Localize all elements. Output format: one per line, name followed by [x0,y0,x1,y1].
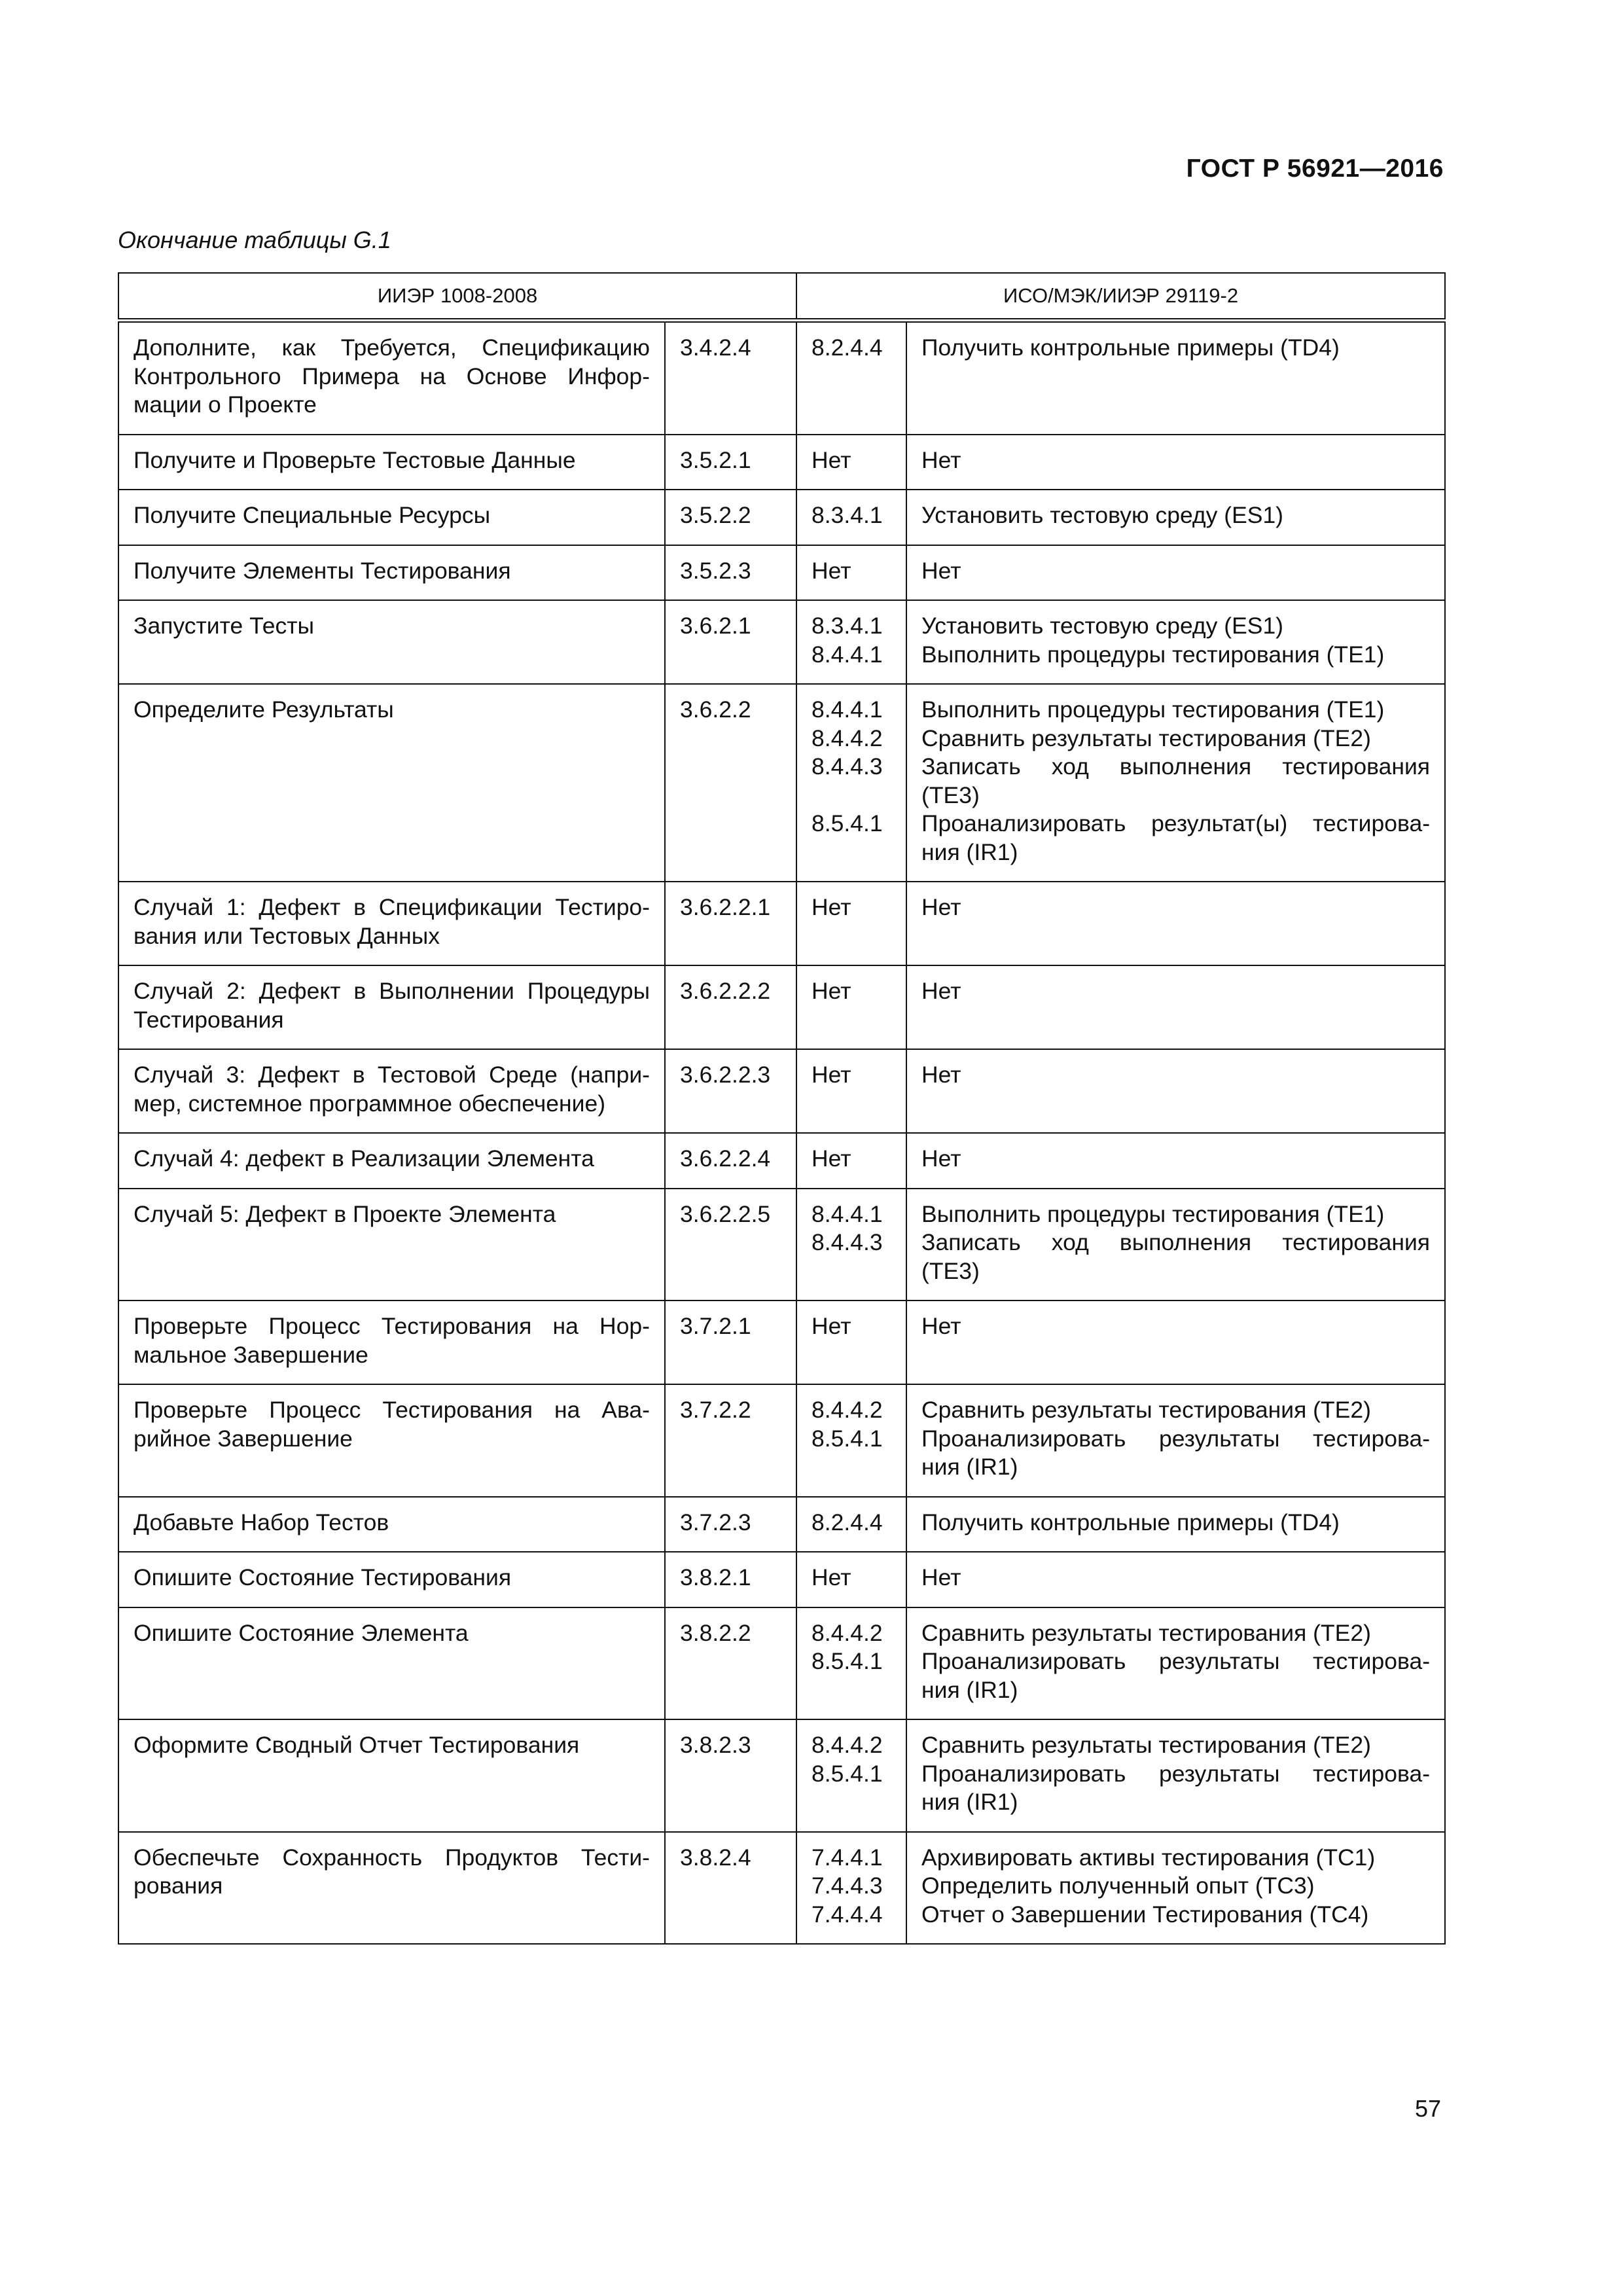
iso-clause-ref [812,781,891,810]
activity-line: ния (IR1) [921,1454,1018,1480]
cell-iso-clause [796,1133,906,1189]
activity-line: Отчет о Завершении Тестирования (TC4) [921,1901,1369,1928]
cell-iso-clause [796,435,906,490]
task-line: Тестирования [134,1006,284,1033]
table-row [118,435,1445,490]
task-line: Оформите Сводный Отчет Тестирования [134,1732,580,1758]
activity-line: ния (IR1) [921,1789,1018,1815]
mapping-table [118,272,1446,1945]
cell-iso-activity [906,1497,1445,1552]
cell-ieee-clause [665,1189,796,1301]
cell-ieee-clause [665,1497,796,1552]
cell-ieee-clause [665,1832,796,1945]
activity-line: Получить контрольные примеры (TD4) [921,1509,1340,1535]
task-line: Обеспечьте Сохранность Продуктов Тести- [134,1844,650,1871]
task-line: Случай 5: Дефект в Проекте Элемента [134,1200,556,1227]
iso-clause-ref: 7.4.4.3 [812,1873,883,1899]
cell-task [118,1049,665,1133]
task-line: Опишите Состояние Тестирования [134,1564,512,1590]
cell-iso-clause [796,1607,906,1720]
iso-clause-ref: 8.4.4.3 [812,1229,883,1255]
task-line: Определите Результаты [134,696,394,723]
cell-iso-clause [796,684,906,882]
cell-iso-clause [796,1719,906,1832]
task-line: Случай 2: Дефект в Выполнении Процедуры [134,978,650,1004]
table-row [118,1552,1445,1607]
iso-clause-ref: 8.5.4.1 [812,1425,883,1452]
iso-clause-ref: 8.4.4.3 [812,753,883,780]
cell-iso-clause [796,965,906,1049]
ieee-clause-ref: 3.7.2.3 [680,1509,751,1535]
cell-iso-clause [796,490,906,545]
task-line: Добавьте Набор Тестов [134,1509,389,1535]
task-line: рийное Завершение [134,1425,353,1452]
task-line: Дополните, как Требуется, Спецификацию [134,334,650,361]
cell-ieee-clause [665,600,796,684]
ieee-clause-ref: 3.7.2.1 [680,1313,751,1339]
activity-line: Записать ход выполнения тестирования [921,753,1431,780]
activity-line: Нет [921,978,961,1004]
ieee-clause-ref: 3.5.2.3 [680,557,751,584]
activity-line: Архивировать активы тестирования (TC1) [921,1844,1376,1871]
activity-line: (TE3) [921,1257,980,1284]
task-line: Получите Элементы Тестирования [134,557,511,584]
cell-task [118,1189,665,1301]
cell-iso-clause [796,1189,906,1301]
cell-iso-activity [906,1719,1445,1832]
ieee-clause-ref: 3.8.2.4 [680,1844,751,1871]
iso-clause-ref: 8.3.4.1 [812,502,883,528]
ieee-clause-ref: 3.6.2.2.3 [680,1062,771,1088]
task-line: Случай 3: Дефект в Тестовой Среде (напри- [134,1062,650,1088]
activity-line: Нет [921,1062,961,1088]
iso-clause-ref [812,838,891,867]
iso-clause-ref: Нет [812,978,851,1004]
cell-iso-activity [906,1832,1445,1945]
cell-iso-activity [906,684,1445,882]
cell-task [118,882,665,965]
iso-clause-ref: 8.4.4.1 [812,696,883,723]
cell-ieee-clause [665,435,796,490]
iso-clause-ref: 8.2.4.4 [812,334,883,361]
cell-task [118,435,665,490]
ieee-clause-ref: 3.6.2.2.1 [680,894,771,920]
iso-clause-ref [812,1788,891,1817]
iso-clause-ref: 7.4.4.4 [812,1901,883,1928]
cell-iso-clause [796,1049,906,1133]
activity-line: Сравнить результаты тестирования (TE2) [921,725,1371,751]
task-line: Проверьте Процесс Тестирования на Ава- [134,1397,650,1423]
cell-iso-clause [796,882,906,965]
cell-task [118,1832,665,1945]
document-code: ГОСТ Р 56921—2016 [1186,154,1444,183]
iso-clause-ref: 8.4.4.2 [812,1619,883,1646]
task-line: вания или Тестовых Данных [134,922,440,949]
cell-iso-activity [906,1133,1445,1189]
iso-clause-ref: Нет [812,894,851,920]
table-row [118,1049,1445,1133]
iso-clause-ref: Нет [812,1145,851,1172]
ieee-clause-ref: 3.6.2.2.5 [680,1200,771,1227]
table-body [118,321,1445,1945]
activity-line: Нет [921,1564,961,1590]
cell-ieee-clause [665,965,796,1049]
iso-clause-ref: Нет [812,446,851,473]
task-line: рования [134,1873,223,1899]
activity-line: ния (IR1) [921,838,1018,865]
table-row [118,1384,1445,1497]
activity-line: Проанализировать результаты тестирова- [921,1648,1431,1674]
table-row [118,490,1445,545]
cell-task [118,1552,665,1607]
iso-clause-ref: Нет [812,1062,851,1088]
iso-clause-ref: 8.2.4.4 [812,1509,883,1535]
cell-task [118,545,665,601]
ieee-clause-ref: 3.6.2.2.2 [680,978,771,1004]
cell-task [118,1607,665,1720]
cell-ieee-clause [665,684,796,882]
cell-iso-activity [906,321,1445,435]
iso-clause-ref: 8.3.4.1 [812,613,883,639]
ieee-clause-ref: 3.8.2.1 [680,1564,751,1590]
task-line: Опишите Состояние Элемента [134,1619,469,1646]
cell-task [118,1133,665,1189]
activity-line: Выполнить процедуры тестирования (TE1) [921,641,1385,668]
cell-iso-activity [906,545,1445,601]
cell-iso-activity [906,1384,1445,1497]
activity-line: Проанализировать результаты тестирова- [921,1760,1431,1787]
activity-line: ния (IR1) [921,1676,1018,1703]
cell-iso-activity [906,600,1445,684]
cell-iso-clause [796,321,906,435]
cell-task [118,600,665,684]
cell-task [118,1384,665,1497]
cell-task [118,490,665,545]
cell-ieee-clause [665,1607,796,1720]
cell-ieee-clause [665,545,796,601]
cell-iso-clause [796,1384,906,1497]
cell-task [118,321,665,435]
activity-line: Сравнить результаты тестирования (TE2) [921,1397,1371,1423]
cell-ieee-clause [665,1133,796,1189]
activity-line: (TE3) [921,781,980,808]
table-row [118,684,1445,882]
activity-line: Выполнить процедуры тестирования (TE1) [921,696,1385,723]
cell-task [118,1497,665,1552]
activity-line: Нет [921,446,961,473]
cell-iso-clause [796,545,906,601]
iso-clause-ref: 8.5.4.1 [812,1648,883,1674]
activity-line: Выполнить процедуры тестирования (TE1) [921,1200,1385,1227]
ieee-clause-ref: 3.7.2.2 [680,1397,751,1423]
activity-line: Определить полученный опыт (TC3) [921,1873,1315,1899]
ieee-clause-ref: 3.6.2.2.4 [680,1145,771,1172]
task-line: Случай 4: дефект в Реализации Элемента [134,1145,594,1172]
cell-iso-clause [796,1832,906,1945]
cell-iso-activity [906,965,1445,1049]
cell-ieee-clause [665,882,796,965]
iso-clause-ref: 8.4.4.1 [812,641,883,668]
ieee-clause-ref: 3.6.2.2 [680,696,751,723]
iso-clause-ref: 8.5.4.1 [812,1760,883,1787]
cell-ieee-clause [665,321,796,435]
cell-task [118,965,665,1049]
iso-clause-ref: Нет [812,557,851,584]
cell-ieee-clause [665,490,796,545]
task-line: Запустите Тесты [134,613,315,639]
cell-iso-activity [906,1607,1445,1720]
iso-clause-ref: 8.5.4.1 [812,810,883,836]
page-number: 57 [1414,2095,1441,2122]
activity-line: Нет [921,1313,961,1339]
activity-line: Сравнить результаты тестирования (TE2) [921,1732,1371,1758]
task-line: Случай 1: Дефект в Спецификации Тестиро- [134,894,650,920]
iso-clause-ref: 7.4.4.1 [812,1844,883,1871]
cell-ieee-clause [665,1552,796,1607]
table-row [118,1832,1445,1945]
table-row [118,1133,1445,1189]
table-row [118,545,1445,601]
ieee-clause-ref: 3.5.2.2 [680,502,751,528]
col-header-iso-29119-2: ИСО/МЭК/ИИЭР 29119-2 [796,273,1445,321]
cell-iso-activity [906,490,1445,545]
cell-iso-activity [906,1189,1445,1301]
cell-iso-activity [906,435,1445,490]
iso-clause-ref: 8.4.4.1 [812,1200,883,1227]
activity-line: Нет [921,1145,961,1172]
table-header-row [118,273,1445,321]
cell-ieee-clause [665,1719,796,1832]
table-row [118,321,1445,435]
activity-line: Установить тестовую среду (ES1) [921,502,1284,528]
cell-iso-activity [906,1552,1445,1607]
cell-iso-clause [796,1552,906,1607]
activity-line: Записать ход выполнения тестирования [921,1229,1431,1255]
table-row [118,1607,1445,1720]
ieee-clause-ref: 3.8.2.3 [680,1732,751,1758]
cell-iso-activity [906,882,1445,965]
table-caption: Окончание таблицы G.1 [118,226,391,253]
ieee-clause-ref: 3.5.2.1 [680,446,751,473]
activity-line: Сравнить результаты тестирования (TE2) [921,1619,1371,1646]
cell-task [118,1719,665,1832]
table-row [118,1497,1445,1552]
table-row [118,1189,1445,1301]
task-line: мер, системное программное обеспечение) [134,1090,606,1117]
cell-task [118,684,665,882]
activity-line: Получить контрольные примеры (TD4) [921,334,1340,361]
task-line: Получите и Проверьте Тестовые Данные [134,446,576,473]
cell-task [118,1300,665,1384]
cell-iso-activity [906,1300,1445,1384]
cell-ieee-clause [665,1049,796,1133]
activity-line: Нет [921,894,961,920]
iso-clause-ref: 8.4.4.2 [812,1397,883,1423]
activity-line: Проанализировать результаты тестирова- [921,1425,1431,1452]
activity-line: Установить тестовую среду (ES1) [921,613,1284,639]
iso-clause-ref: 8.4.4.2 [812,1732,883,1758]
task-line: Контрольного Примера на Основе Инфор- [134,363,650,389]
iso-clause-ref: Нет [812,1564,851,1590]
cell-ieee-clause [665,1300,796,1384]
activity-line: Проанализировать результат(ы) тестирова- [921,810,1431,836]
table-row [118,1719,1445,1832]
col-header-ieee-1008: ИИЭР 1008-2008 [118,273,796,321]
task-line: мальное Завершение [134,1341,368,1368]
table-row [118,882,1445,965]
iso-clause-ref [812,1257,891,1286]
activity-line: Нет [921,557,961,584]
cell-iso-clause [796,1300,906,1384]
iso-clause-ref: Нет [812,1313,851,1339]
iso-clause-ref [812,1453,891,1482]
cell-iso-clause [796,1497,906,1552]
task-line: Проверьте Процесс Тестирования на Нор- [134,1313,650,1339]
cell-ieee-clause [665,1384,796,1497]
cell-iso-activity [906,1049,1445,1133]
task-line: Получите Специальные Ресурсы [134,502,491,528]
table-row [118,600,1445,684]
ieee-clause-ref: 3.8.2.2 [680,1619,751,1646]
ieee-clause-ref: 3.4.2.4 [680,334,751,361]
table-row [118,1300,1445,1384]
table-row [118,965,1445,1049]
cell-iso-clause [796,600,906,684]
task-line: мации о Проекте [134,391,317,418]
iso-clause-ref: 8.4.4.2 [812,725,883,751]
ieee-clause-ref: 3.6.2.1 [680,613,751,639]
iso-clause-ref [812,1676,891,1705]
